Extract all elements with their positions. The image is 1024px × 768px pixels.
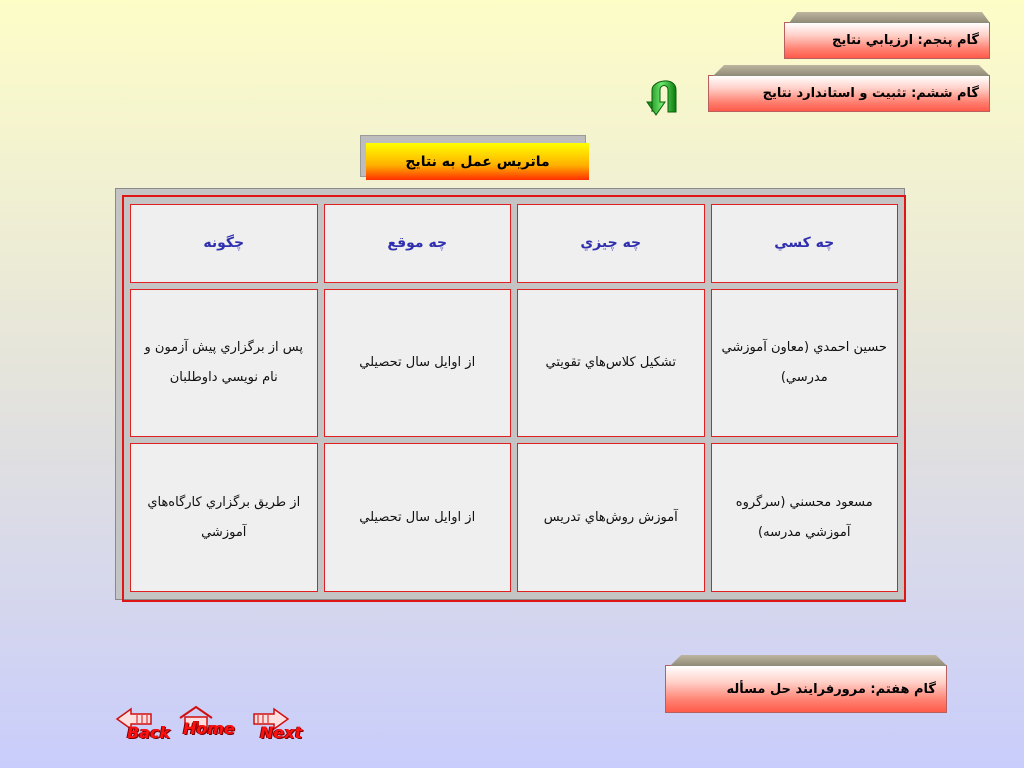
header-when: چه موقع [324, 204, 512, 283]
next-label: Next [260, 723, 303, 742]
step6-label: گام ششم: تثبيت و استاندارد نتايج [762, 86, 979, 101]
header-what: چه چيزي [517, 204, 705, 283]
cell-what: تشكيل كلاس‌هاي تقويتي [517, 289, 705, 438]
back-label: Back [127, 723, 171, 742]
step5-button[interactable] [784, 22, 990, 59]
table-row [130, 289, 898, 438]
cell-what: آموزش روش‌هاي تدريس [517, 443, 705, 592]
step7-button[interactable] [665, 665, 947, 713]
step7-label: گام هفتم: مرورفرايند حل مسأله [726, 681, 936, 697]
cell-when: از اوايل سال تحصيلي [324, 289, 512, 438]
header-who: چه کسي [711, 204, 899, 283]
table-header-row [130, 204, 898, 283]
home-label: Home [183, 719, 235, 738]
cell-who: حسین احمدي (معاون آموزشي مدرسي) [711, 289, 899, 438]
step6-button[interactable] [708, 75, 990, 112]
step5-label: گام پنجم: ارزيابي نتايج [831, 33, 979, 48]
matrix-title [366, 143, 589, 180]
green-return-arrow-icon[interactable] [638, 72, 680, 116]
cell-how: پس از برگزاري پيش آزمون و نام نويسي داوطلبان [130, 289, 318, 438]
matrix-title-text: ماتریس عمل به نتایج [405, 153, 550, 170]
header-how: چگونه [130, 204, 318, 283]
home-button[interactable] [178, 705, 248, 745]
cell-when: از اوايل سال تحصيلي [324, 443, 512, 592]
back-button[interactable] [115, 705, 175, 745]
next-button[interactable] [250, 705, 310, 745]
table-row [130, 443, 898, 592]
cell-who: مسعود محسني (سرگروه آموزشي مدرسه) [711, 443, 899, 592]
cell-how: از طريق برگزاري كارگاه‌هاي آموزشي [130, 443, 318, 592]
action-matrix-table [124, 198, 904, 598]
